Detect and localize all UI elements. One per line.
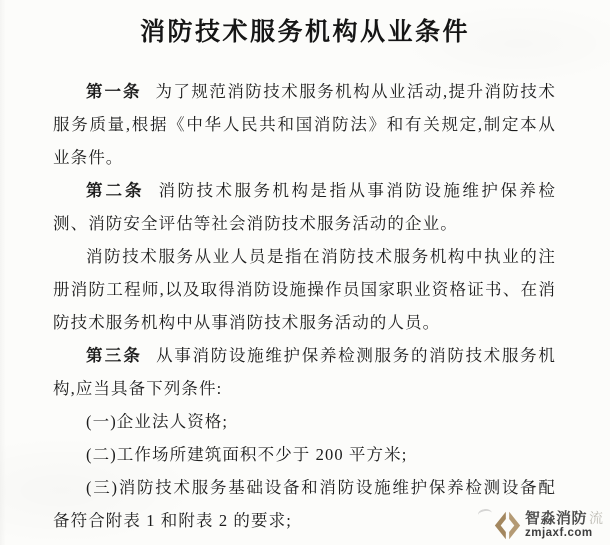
list-item-2	[53, 438, 556, 471]
list-item-1-text: (一)企业法人资格;	[86, 412, 229, 431]
article-3-label: 第三条	[86, 346, 143, 365]
article-3-text: 从事消防设施维护保养检测服务的消防技术服务机构,应当具备下列条件:	[53, 346, 556, 398]
list-item-3-text: (三)消防技术服务基础设备和消防设施维护保养检测设备配备符合附表 1 和附表 2 的要求;	[53, 478, 556, 530]
document-title: 消防技术服务机构从业条件	[139, 19, 470, 46]
article-2-text: 消防技术服务机构是指从事消防设施维护保养检测、消防安全评估等社会消防技术服务活动的企业。	[53, 181, 556, 233]
list-item-1	[53, 405, 556, 438]
zhimiao-double-chevron-diamond-icon	[493, 510, 522, 541]
paragraph-article-1	[53, 75, 556, 174]
document-body	[0, 75, 610, 537]
watermark-brand-line	[525, 511, 603, 526]
watermark-brand: 智淼消防	[524, 510, 587, 528]
watermark-text-block	[525, 511, 603, 540]
article-2-label: 第二条	[86, 181, 145, 200]
article-1-label: 第一条	[86, 82, 142, 101]
article-1-text: 为了规范消防技术服务机构从业活动,提升消防技术服务质量,根据《中华人民共和国消防法》和有关规定,制定本从业条件。	[53, 82, 556, 167]
paragraph-article-2	[53, 174, 556, 240]
practitioners-text: 消防技术服务从业人员是指在消防技术服务机构中执业的注册消防工程师,以及取得消防设施操作员国家职业资格证书、在消防技术服务机构中从事消防技术服务活动的人员。	[53, 247, 556, 332]
watermark-suffix: 流	[589, 510, 603, 527]
watermark	[493, 510, 603, 541]
list-item-2-text: (二)工作场所建筑面积不少于 200 平方米;	[86, 445, 408, 464]
watermark-site: zmjaxf.com	[524, 527, 593, 540]
paragraph-article-3	[53, 339, 556, 405]
list-item-3	[53, 471, 556, 537]
paragraph-practitioners	[53, 240, 556, 339]
